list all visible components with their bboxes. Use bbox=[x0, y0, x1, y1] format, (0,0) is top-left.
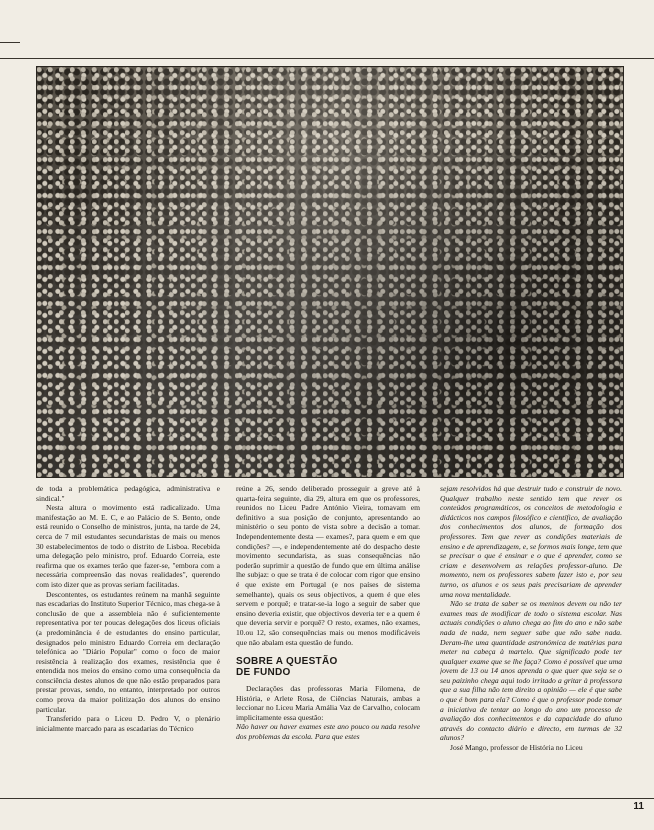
top-left-rule bbox=[0, 42, 20, 43]
bottom-rule bbox=[0, 798, 654, 799]
paragraph: Transferido para o Liceu D. Pedro V, o plenário inicialmente marcado para as escadarias do Técnico bbox=[36, 714, 220, 733]
page-number: 11 bbox=[633, 801, 644, 812]
paragraph: Nesta altura o movimento está radicalizado. Uma manifestação ao M. E. C, e ao Palácio de S. Bento, onde está reunido o Conselho de ministros, junta, na tarde de 24, cerca de 7 mil estudantes secundaristas de mais ou menos 30 estabelecimentos de todo o distrito de Lisboa. Recebida uma delegação pelo ministro, prof. Eduardo Correia, este reafirma que os exames terão que fazer-se, "embora com a necessária compreensão das novas realidades", querendo com isto dizer que as provas seriam facilitadas. bbox=[36, 503, 220, 589]
quoted-paragraph: Não haver ou haver exames este ano pouco ou nada resolve dos problemas da escola. Para que estes bbox=[236, 722, 420, 742]
section-heading bbox=[236, 656, 420, 678]
top-rule bbox=[0, 58, 654, 59]
quoted-paragraph: sejam resolvidos há que destruir tudo e construir de novo. Qualquer trabalho neste sentido tem que rever os conteúdos programáticos, os conceitos de metodologia e didácticos nos campos filosófico e científico, de avaliação dos conhecimentos dos alunos, de formação dos professores. Tem que rever as condições materiais de ensino e de aprendizagem, e, se formos mais longe, tem que se precisar o que é ensinar e o que é aprender, como se criam e desenvolvem as relações professor-aluno. De momento, nem os professores sabem fazer isto e, por seu turno, os alunos e os seus pais precisariam de aprender uma nova mentalidade. bbox=[440, 484, 622, 599]
photo-shading bbox=[37, 67, 623, 477]
heading-line: SOBRE A QUESTÃO bbox=[236, 656, 338, 668]
paragraph: reúne a 26, sendo deliberado prosseguir a greve até à quarta-feira seguinte, dia 29, altura em que os professores, reunidos no Liceu Padre António Vieira, tomavam em definitivo a sua posição de conjunto, apresentando ao ministério o seu ponto de vista sobre a decisão a tomar. Independentemente desta — exames?, para quem e em que condições? —, e independentemente até do despacho deste movimento secundarista, as suas consequências não poderão suprimir a questão de fundo que em última análise lhe subjaz: o que se trata é de colocar com rigor que ensino é que existe em Portugal (e nos países de sistema semelhante), quais os seus objectivos, a quem é que eles servem e porquê; e tratar-se-ia logo a seguir de saber que ensino deveria existir, que objectivos deveria ter e a quem é que deveria servir e porquê? O resto, exames, não exames, 10.ou 12, são consequências mais ou menos modificáveis que não abalam esta questão de fundo. bbox=[236, 484, 420, 647]
paragraph: José Mango, professor de História no Liceu bbox=[450, 743, 583, 753]
crowd-photo bbox=[36, 66, 624, 478]
article-body bbox=[36, 484, 622, 796]
heading-line: DE FUNDO bbox=[236, 667, 291, 679]
column-2 bbox=[236, 484, 420, 796]
column-1 bbox=[36, 484, 220, 796]
paragraph: Descontentes, os estudantes reúnem na manhã seguinte nas escadarias do Instituto Superior Técnico, mas chega-se à conclusão de que a assembleia não é suficientemente representativa por ter poucas delegações dos liceus oficiais (a predominância é de estudantes do ensino particular, designados pelo ministro Eduardo Correia em declaração telefónica ao "Diário Popular" como o foco de maior resistência à realização dos exames, resistência que é entendida nos meios do ensino como uma consequência da consciência destes alunos de que não estão preparados para prestar provas, sendo, no entanto, interpretado por outros como prova da maior politização dos alunos do ensino particular. bbox=[36, 589, 220, 714]
paragraph: de toda a problemática pedagógica, administrativa e sindical." bbox=[36, 484, 220, 503]
quoted-paragraph: Não se trata de saber se os meninos devem ou não ter exames mas de modificar de todo o sistema escolar. Nas actuais condições o aluno chega ao fim do ano e não sabe nada de nada, nem seguer sabe que não sabe nada. Deram-lhe uma quantidade astronómica de matérias para meter na cabeça à martelo. Que significado pode ter qualquer exame que se lhe faça? Como é possível que uma jovem de 13 ou 14 anos aprenda o que quer que seja se o seu paizinho chega aqui todo irritado a gritar à professora que a sua filha não tem direito a opinião — ele é que sabe o que é bom para ela? Como é que o professor pode tomar a iniciativa de tentar ao longo do ano um processo de avaliação dos conhecimentos e da capacidade do aluno através do contacto diário e directo, em turmas de 32 alunos? bbox=[440, 599, 622, 743]
column-3 bbox=[440, 484, 622, 796]
paragraph: Declarações das professoras Maria Filomena, de História, e Arlete Rosa, de Ciências Naturais, ambas a leccionar no Liceu Maria Amália Vaz de Carvalho, colocam implicitamente essa questão: bbox=[236, 684, 420, 722]
